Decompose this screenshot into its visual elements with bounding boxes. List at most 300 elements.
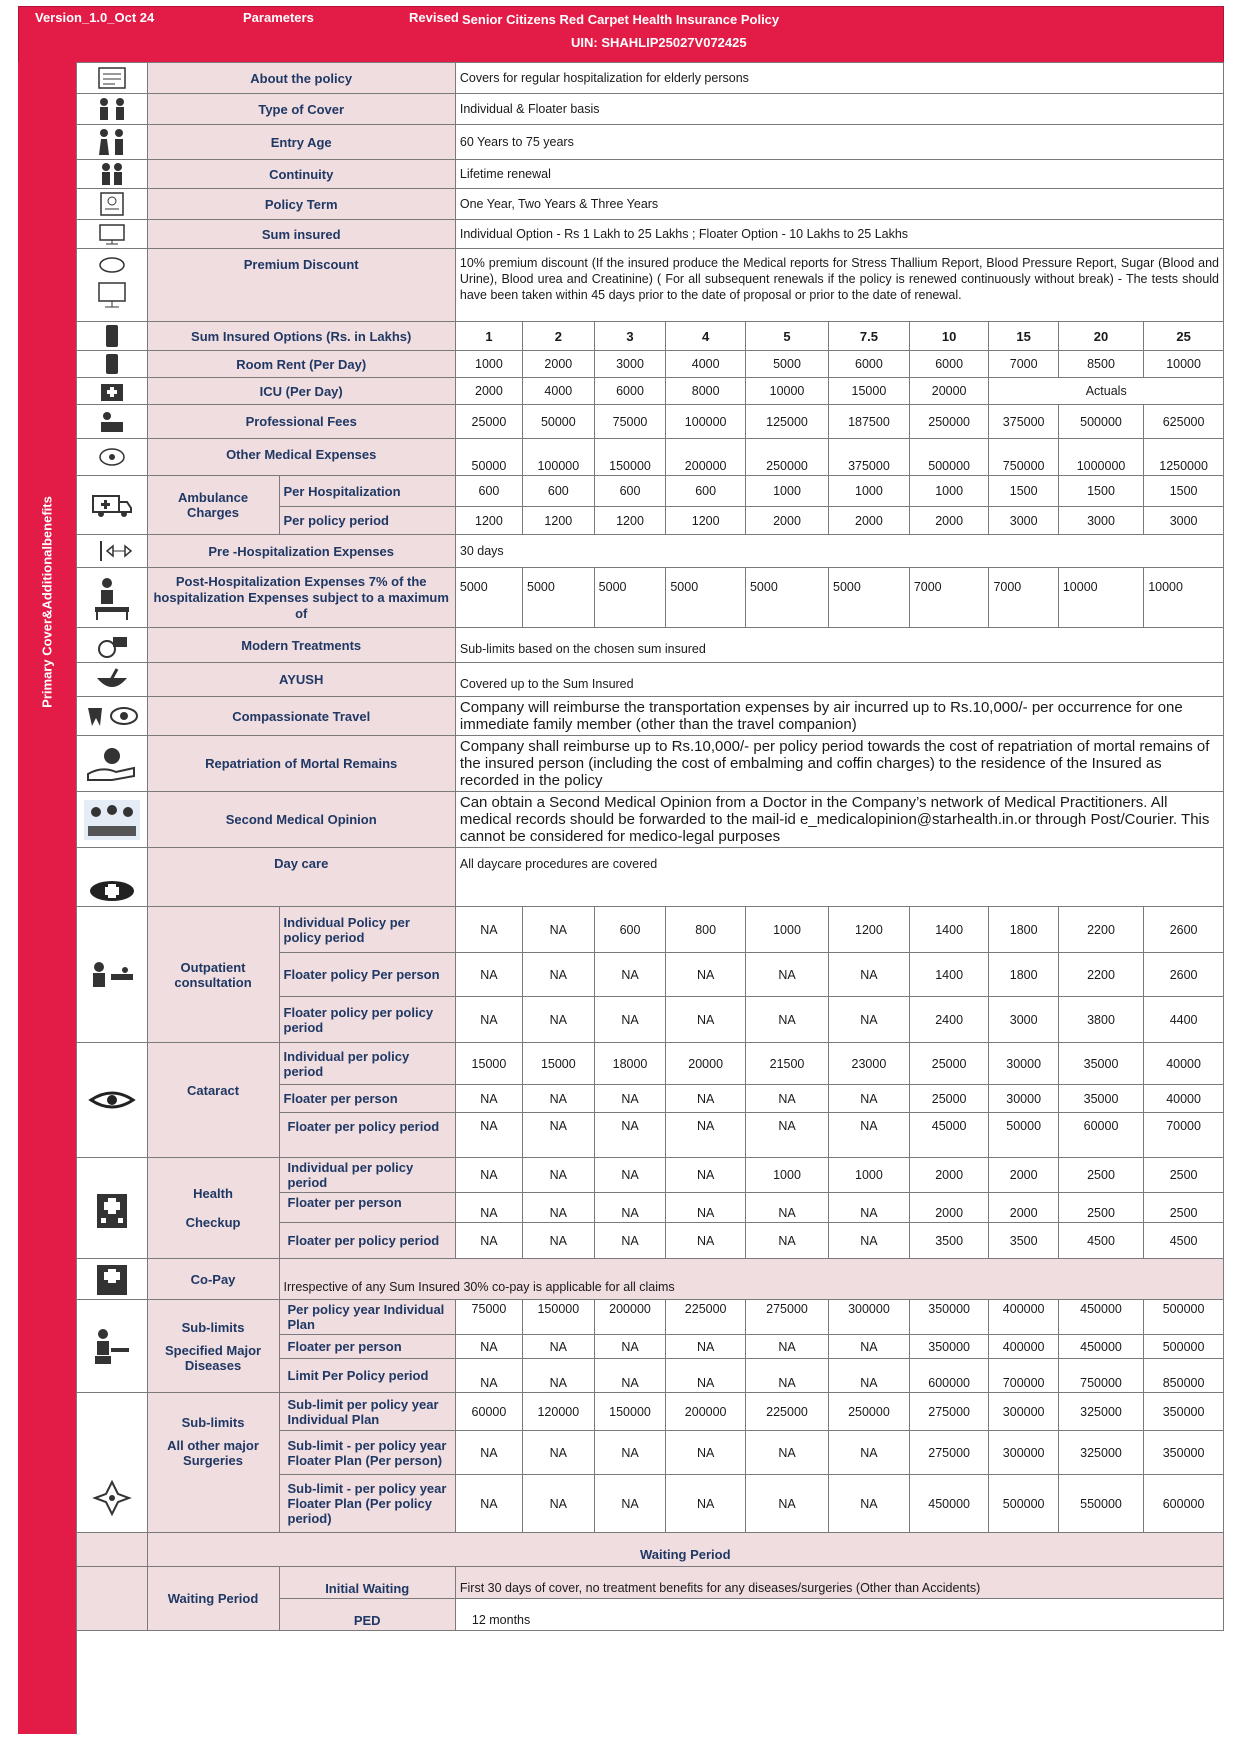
si-option: 7.5 xyxy=(829,322,910,351)
outpatient-row-label: Floater policy Per person xyxy=(279,953,455,997)
sublimit-major-value: NA xyxy=(666,1359,746,1393)
professional-fees-value: 125000 xyxy=(745,405,828,439)
checkup-value: NA xyxy=(594,1158,666,1193)
other-medical-value: 50000 xyxy=(455,439,522,476)
waiting-heading: Waiting Period xyxy=(147,1533,1223,1567)
other-medical-value: 1250000 xyxy=(1144,439,1224,476)
type-cover-label: Type of Cover xyxy=(147,94,455,125)
sublimit-major-value: 150000 xyxy=(523,1300,595,1335)
medical-cross-icon xyxy=(77,848,148,907)
icu-value: 6000 xyxy=(594,378,666,405)
outpatient-value: NA xyxy=(523,997,595,1043)
cataract-value: 23000 xyxy=(829,1043,910,1085)
sublimit-major-value: NA xyxy=(829,1335,910,1359)
parameters-label: Parameters xyxy=(243,10,314,25)
row-si-options xyxy=(77,322,1224,351)
cataract-row-label: Floater per policy period xyxy=(279,1113,455,1158)
sublimit-major-value: 300000 xyxy=(829,1300,910,1335)
cataract-value: NA xyxy=(594,1085,666,1113)
sublimit-other-value: 325000 xyxy=(1058,1393,1143,1431)
si-option: 3 xyxy=(594,322,666,351)
person-desk-icon xyxy=(77,1300,148,1393)
ambulance-value: 1200 xyxy=(523,507,595,535)
outpatient-value: 800 xyxy=(666,907,746,953)
sublimit-other-value: 150000 xyxy=(594,1393,666,1431)
post-hosp-label: Post-Hospitalization Expenses 7% of the hospitalization Expenses subject to a maximum of xyxy=(147,568,455,628)
post-hosp-value: 5000 xyxy=(666,568,746,628)
outpatient-row-label: Individual Policy per policy period xyxy=(279,907,455,953)
sublimit-other-line1: Sub-limits xyxy=(181,1415,245,1430)
cataract-value: 35000 xyxy=(1058,1043,1143,1085)
room-rent-value: 8500 xyxy=(1058,351,1143,378)
sublimit-other-value: 250000 xyxy=(829,1393,910,1431)
sublimit-major-value: 750000 xyxy=(1058,1359,1143,1393)
sublimit-major-row-label: Per policy year Individual Plan xyxy=(279,1300,455,1335)
ped-value: 12 months xyxy=(455,1599,1223,1631)
outpatient-value: 3000 xyxy=(989,997,1058,1043)
ambulance-icon xyxy=(77,476,148,535)
room-rent-value: 2000 xyxy=(523,351,595,378)
checkup-value: 3500 xyxy=(989,1223,1058,1259)
repatriation-value: Company shall reimburse up to Rs.10,000/- per policy period towards the cost of repatriation of mortal remains of the insured person (including the cost of embalming and coffin charges) to the residence of the Insured as recorded in the policy xyxy=(455,736,1223,792)
other-medical-value: 150000 xyxy=(594,439,666,476)
row-room-rent xyxy=(77,351,1224,378)
sublimit-other-value: 275000 xyxy=(909,1393,989,1431)
outpatient-value: NA xyxy=(523,907,595,953)
room-rent-value: 5000 xyxy=(745,351,828,378)
sublimit-major-value: NA xyxy=(745,1335,828,1359)
checkup-value: 1000 xyxy=(829,1158,910,1193)
cataract-value: 18000 xyxy=(594,1043,666,1085)
ambulance-value: 600 xyxy=(666,476,746,507)
continuity-value: Lifetime renewal xyxy=(455,160,1223,189)
post-hosp-value: 7000 xyxy=(989,568,1058,628)
post-hosp-value: 5000 xyxy=(745,568,828,628)
cataract-value: 20000 xyxy=(666,1043,746,1085)
policy-term-value: One Year, Two Years & Three Years xyxy=(455,189,1223,220)
outpatient-value: 2600 xyxy=(1144,953,1224,997)
benefits-table xyxy=(76,62,1224,1631)
row-premium-discount xyxy=(77,249,1224,322)
cataract-value: 45000 xyxy=(909,1113,989,1158)
row-continuity xyxy=(77,160,1224,189)
row-about xyxy=(77,63,1224,94)
professional-fees-value: 187500 xyxy=(829,405,910,439)
checkup-value: 2500 xyxy=(1058,1158,1143,1193)
hospital-icon xyxy=(77,378,148,405)
checkup-row-label: Floater per policy period xyxy=(279,1223,455,1259)
ambulance-value: 1200 xyxy=(666,507,746,535)
sublimit-major-value: 500000 xyxy=(1144,1300,1224,1335)
professional-fees-label: Professional Fees xyxy=(147,405,455,439)
sublimit-other-value: NA xyxy=(666,1431,746,1475)
outpatient-value: 1400 xyxy=(909,953,989,997)
cataract-value: 15000 xyxy=(523,1043,595,1085)
cataract-value: 50000 xyxy=(989,1113,1058,1158)
checkup-value: NA xyxy=(455,1158,522,1193)
row-second-opinion xyxy=(77,792,1224,848)
outpatient-value: NA xyxy=(455,953,522,997)
sublimit-other-value: NA xyxy=(829,1475,910,1533)
ayush-value: Covered up to the Sum Insured xyxy=(455,663,1223,697)
post-hosp-value: 7000 xyxy=(909,568,989,628)
cataract-value: NA xyxy=(523,1113,595,1158)
phone-icon xyxy=(77,322,148,351)
row-ambulance-hosp xyxy=(77,476,1224,507)
checkup-value: 1000 xyxy=(745,1158,828,1193)
sublimit-major-value: NA xyxy=(455,1335,522,1359)
sublimit-other-value: NA xyxy=(455,1475,522,1533)
checkup-value: NA xyxy=(594,1193,666,1223)
teeth-eye-icon xyxy=(77,697,148,736)
checkup-value: NA xyxy=(455,1193,522,1223)
other-medical-value: 250000 xyxy=(745,439,828,476)
checkup-value: NA xyxy=(666,1193,746,1223)
icu-value: 2000 xyxy=(455,378,522,405)
icu-value: 20000 xyxy=(909,378,989,405)
professional-fees-value: 500000 xyxy=(1058,405,1143,439)
cataract-value: NA xyxy=(745,1113,828,1158)
day-care-label: Day care xyxy=(147,848,455,907)
hospital-building-icon xyxy=(77,1158,148,1259)
cataract-value: 60000 xyxy=(1058,1113,1143,1158)
mortar-pestle-icon xyxy=(77,663,148,697)
post-hosp-value: 5000 xyxy=(594,568,666,628)
other-medical-value: 750000 xyxy=(989,439,1058,476)
post-hosp-value: 10000 xyxy=(1144,568,1224,628)
professional-fees-value: 25000 xyxy=(455,405,522,439)
sublimit-major-value: 850000 xyxy=(1144,1359,1224,1393)
icu-value: 10000 xyxy=(745,378,828,405)
sublimit-other-value: NA xyxy=(745,1475,828,1533)
monitor-icon xyxy=(77,220,148,249)
outpatient-value: NA xyxy=(829,953,910,997)
cataract-value: 70000 xyxy=(1144,1113,1224,1158)
other-medical-label: Other Medical Expenses xyxy=(147,439,455,476)
ambulance-value: 1000 xyxy=(909,476,989,507)
sublimit-major-value: 500000 xyxy=(1144,1335,1224,1359)
ambulance-value: 2000 xyxy=(745,507,828,535)
si-option: 10 xyxy=(909,322,989,351)
other-medical-value: 100000 xyxy=(523,439,595,476)
sublimit-other-value: NA xyxy=(523,1431,595,1475)
si-option: 15 xyxy=(989,322,1058,351)
checkup-value: NA xyxy=(829,1223,910,1259)
checkup-value: NA xyxy=(523,1193,595,1223)
sublimit-other-value: 325000 xyxy=(1058,1431,1143,1475)
sublimit-major-row-label: Floater per person xyxy=(279,1335,455,1359)
checkup-value: 4500 xyxy=(1144,1223,1224,1259)
sublimit-major-line2: Specified Major Diseases xyxy=(164,1342,262,1373)
professional-fees-value: 100000 xyxy=(666,405,746,439)
checkup-value: 3500 xyxy=(909,1223,989,1259)
outpatient-row-label: Floater policy per policy period xyxy=(279,997,455,1043)
outpatient-value: NA xyxy=(745,997,828,1043)
blank-cell xyxy=(77,1533,148,1567)
ambulance-per-period-label: Per policy period xyxy=(279,507,455,535)
room-rent-value: 4000 xyxy=(666,351,746,378)
computer-stethoscope-icon xyxy=(77,249,148,322)
about-label: About the policy xyxy=(147,63,455,94)
document-icon xyxy=(77,63,148,94)
elderly-couple-icon xyxy=(77,125,148,160)
initial-waiting-label: Initial Waiting xyxy=(279,1567,455,1599)
checkup-row-label: Individual per policy period xyxy=(279,1158,455,1193)
cataract-value: NA xyxy=(745,1085,828,1113)
sublimit-major-value: 400000 xyxy=(989,1300,1058,1335)
sublimit-other-value: 300000 xyxy=(989,1393,1058,1431)
sublimit-major-value: NA xyxy=(523,1335,595,1359)
sublimit-major-value: NA xyxy=(829,1359,910,1393)
seniors-icon xyxy=(77,160,148,189)
side-label: Primary Cover&Additionalbenefits xyxy=(39,496,55,708)
post-hosp-value: 5000 xyxy=(455,568,522,628)
outpatient-value: NA xyxy=(594,953,666,997)
outpatient-value: NA xyxy=(455,907,522,953)
ambulance-per-hosp-label: Per Hospitalization xyxy=(279,476,455,507)
sublimit-other-value: NA xyxy=(523,1475,595,1533)
blank-cell xyxy=(77,1567,148,1631)
ped-label: PED xyxy=(279,1599,455,1631)
outpatient-value: NA xyxy=(594,997,666,1043)
si-options-label: Sum Insured Options (Rs. in Lakhs) xyxy=(147,322,455,351)
sublimit-other-value: NA xyxy=(455,1431,522,1475)
pre-hosp-value: 30 days xyxy=(455,535,1223,568)
other-medical-value: 500000 xyxy=(909,439,989,476)
cataract-value: 30000 xyxy=(989,1085,1058,1113)
other-medical-value: 375000 xyxy=(829,439,910,476)
sublimit-other-value: 550000 xyxy=(1058,1475,1143,1533)
post-hosp-value: 5000 xyxy=(829,568,910,628)
row-other-medical xyxy=(77,439,1224,476)
sublimit-other-row-label: Sub-limit per policy year Individual Plan xyxy=(279,1393,455,1431)
row-policy-term xyxy=(77,189,1224,220)
cataract-value: 40000 xyxy=(1144,1043,1224,1085)
sublimit-other-value: NA xyxy=(594,1431,666,1475)
checkup-value: 4500 xyxy=(1058,1223,1143,1259)
row-day-care xyxy=(77,848,1224,907)
ayush-label: AYUSH xyxy=(147,663,455,697)
pre-hosp-label: Pre -Hospitalization Expenses xyxy=(147,535,455,568)
policy-name: Senior Citizens Red Carpet Health Insurance Policy xyxy=(462,12,780,27)
sublimit-other-line2: All other major Surgeries xyxy=(167,1438,259,1468)
checkup-value: NA xyxy=(666,1158,746,1193)
row-cataract-1 xyxy=(77,1043,1224,1085)
sublimit-major-value: 600000 xyxy=(909,1359,989,1393)
checkup-value: 2000 xyxy=(909,1193,989,1223)
family-icon xyxy=(77,94,148,125)
si-option: 4 xyxy=(666,322,746,351)
row-repatriation xyxy=(77,736,1224,792)
ambulance-value: 2000 xyxy=(909,507,989,535)
sublimit-other-value: NA xyxy=(829,1431,910,1475)
si-option: 2 xyxy=(523,322,595,351)
hospital-building-icon xyxy=(77,1259,148,1300)
cataract-value: 15000 xyxy=(455,1043,522,1085)
sublimit-major-value: 350000 xyxy=(909,1300,989,1335)
sublimit-major-value: 275000 xyxy=(745,1300,828,1335)
sublimit-other-value: 300000 xyxy=(989,1431,1058,1475)
icu-value: 15000 xyxy=(829,378,910,405)
cataract-value: NA xyxy=(829,1085,910,1113)
professional-fees-value: 625000 xyxy=(1144,405,1224,439)
row-professional-fees xyxy=(77,405,1224,439)
modern-label: Modern Treatments xyxy=(147,628,455,663)
room-rent-value: 6000 xyxy=(909,351,989,378)
outpatient-value: NA xyxy=(829,997,910,1043)
modern-value: Sub-limits based on the chosen sum insured xyxy=(455,628,1223,663)
ambulance-value: 1500 xyxy=(989,476,1058,507)
outpatient-value: NA xyxy=(666,953,746,997)
version-label: Version_1.0_Oct 24 xyxy=(35,10,155,25)
checkup-label-line2: Checkup xyxy=(185,1215,241,1230)
checkup-value: NA xyxy=(523,1223,595,1259)
initial-waiting-value: First 30 days of cover, no treatment benefits for any diseases/surgeries (Other than Accidents) xyxy=(455,1567,1223,1599)
doctor-patient-icon xyxy=(77,907,148,1043)
checkup-value: NA xyxy=(666,1223,746,1259)
sublimit-major-line1: Sub-limits xyxy=(181,1319,245,1335)
medical-team-icon xyxy=(77,792,148,848)
outpatient-value: 2200 xyxy=(1058,953,1143,997)
checkup-value: NA xyxy=(455,1223,522,1259)
professional-fees-value: 50000 xyxy=(523,405,595,439)
room-rent-value: 10000 xyxy=(1144,351,1224,378)
room-rent-label: Room Rent (Per Day) xyxy=(147,351,455,378)
sublimit-major-value: NA xyxy=(523,1359,595,1393)
room-rent-value: 1000 xyxy=(455,351,522,378)
checkup-value: NA xyxy=(523,1158,595,1193)
surgery-icon xyxy=(77,1393,148,1533)
eye-icon xyxy=(77,1043,148,1158)
sublimit-major-value: 400000 xyxy=(989,1335,1058,1359)
row-entry-age xyxy=(77,125,1224,160)
checkup-label-line1: Health xyxy=(193,1186,233,1201)
professional-fees-value: 250000 xyxy=(909,405,989,439)
sublimit-major-value: 450000 xyxy=(1058,1335,1143,1359)
checkup-row-label: Floater per person xyxy=(279,1193,455,1223)
checkup-label xyxy=(147,1158,279,1259)
sublimit-major-label xyxy=(147,1300,279,1393)
cataract-value: NA xyxy=(829,1113,910,1158)
si-option: 20 xyxy=(1058,322,1143,351)
ambulance-value: 1500 xyxy=(1058,476,1143,507)
icu-value: 4000 xyxy=(523,378,595,405)
sublimit-major-value: NA xyxy=(455,1359,522,1393)
post-hosp-value: 10000 xyxy=(1058,568,1143,628)
icu-label: ICU (Per Day) xyxy=(147,378,455,405)
outpatient-value: NA xyxy=(666,997,746,1043)
outpatient-value: 2600 xyxy=(1144,907,1224,953)
icu-value: 8000 xyxy=(666,378,746,405)
sublimit-other-value: 350000 xyxy=(1144,1393,1224,1431)
cataract-value: NA xyxy=(666,1085,746,1113)
cataract-value: NA xyxy=(455,1113,522,1158)
outpatient-value: 2400 xyxy=(909,997,989,1043)
sublimit-other-row-label: Sub-limit - per policy year Floater Plan (Per person) xyxy=(279,1431,455,1475)
other-medical-value: 200000 xyxy=(666,439,746,476)
sublimit-other-value: NA xyxy=(666,1475,746,1533)
checkup-value: NA xyxy=(829,1193,910,1223)
side-band xyxy=(18,62,77,1734)
checkup-value: 2500 xyxy=(1144,1193,1224,1223)
sublimit-other-label xyxy=(147,1393,279,1533)
row-sum-insured xyxy=(77,220,1224,249)
professional-fees-value: 375000 xyxy=(989,405,1058,439)
ambulance-value: 3000 xyxy=(989,507,1058,535)
cataract-value: 25000 xyxy=(909,1043,989,1085)
revised-label: Revised xyxy=(409,10,459,25)
sublimit-other-row-label: Sub-limit - per policy year Floater Plan (Per policy period) xyxy=(279,1475,455,1533)
ambulance-label: Ambulance Charges xyxy=(147,476,279,535)
cataract-row-label: Floater per person xyxy=(279,1085,455,1113)
second-opinion-value: Can obtain a Second Medical Opinion from a Doctor in the Company’s network of Medical Practitioners. All medical records should be forwarded to the mail-id e_medicalopinion@starhealth.in.or through Post/Courier. This cannot be considered for medico-legal purposes xyxy=(455,792,1223,848)
sublimit-major-value: 200000 xyxy=(594,1300,666,1335)
cataract-value: 35000 xyxy=(1058,1085,1143,1113)
compassionate-label: Compassionate Travel xyxy=(147,697,455,736)
stethoscope-icon xyxy=(77,439,148,476)
about-value: Covers for regular hospitalization for elderly persons xyxy=(455,63,1223,94)
sublimit-other-value: 275000 xyxy=(909,1431,989,1475)
continuity-label: Continuity xyxy=(147,160,455,189)
outpatient-value: 1200 xyxy=(829,907,910,953)
cataract-value: 40000 xyxy=(1144,1085,1224,1113)
outpatient-value: 600 xyxy=(594,907,666,953)
row-compassionate xyxy=(77,697,1224,736)
outpatient-label: Outpatient consultation xyxy=(147,907,279,1043)
sublimit-other-value: 200000 xyxy=(666,1393,746,1431)
row-icu xyxy=(77,378,1224,405)
ambulance-value: 1200 xyxy=(455,507,522,535)
header-bar xyxy=(18,6,1224,63)
row-waiting-heading xyxy=(77,1533,1224,1567)
row-checkup-1 xyxy=(77,1158,1224,1193)
sublimit-other-value: NA xyxy=(745,1431,828,1475)
room-rent-value: 3000 xyxy=(594,351,666,378)
row-type-cover xyxy=(77,94,1224,125)
ambulance-value: 600 xyxy=(594,476,666,507)
sublimit-other-value: 600000 xyxy=(1144,1475,1224,1533)
ambulance-value: 600 xyxy=(455,476,522,507)
ambulance-value: 1200 xyxy=(594,507,666,535)
hand-money-icon xyxy=(77,736,148,792)
ambulance-value: 600 xyxy=(523,476,595,507)
checkup-value: NA xyxy=(594,1223,666,1259)
sublimit-major-value: NA xyxy=(594,1359,666,1393)
sublimit-major-value: 700000 xyxy=(989,1359,1058,1393)
waiting-label: Waiting Period xyxy=(147,1567,279,1631)
outpatient-value: 1000 xyxy=(745,907,828,953)
type-cover-value: Individual & Floater basis xyxy=(455,94,1223,125)
premium-discount-label: Premium Discount xyxy=(147,249,455,322)
row-ayush xyxy=(77,663,1224,697)
sublimit-major-value: NA xyxy=(594,1335,666,1359)
sublimit-major-value: NA xyxy=(666,1335,746,1359)
sublimit-other-value: 225000 xyxy=(745,1393,828,1431)
outpatient-value: 1800 xyxy=(989,907,1058,953)
ambulance-value: 1500 xyxy=(1144,476,1224,507)
checkup-value: NA xyxy=(745,1223,828,1259)
row-pre-hosp xyxy=(77,535,1224,568)
cataract-value: NA xyxy=(523,1085,595,1113)
sublimit-major-value: 75000 xyxy=(455,1300,522,1335)
sublimit-major-value: 450000 xyxy=(1058,1300,1143,1335)
copay-label: Co-Pay xyxy=(147,1259,279,1300)
sublimit-other-value: 60000 xyxy=(455,1393,522,1431)
ambulance-value: 1000 xyxy=(745,476,828,507)
cataract-row-label: Individual per policy period xyxy=(279,1043,455,1085)
second-opinion-label: Second Medical Opinion xyxy=(147,792,455,848)
checkup-value: 2500 xyxy=(1058,1193,1143,1223)
